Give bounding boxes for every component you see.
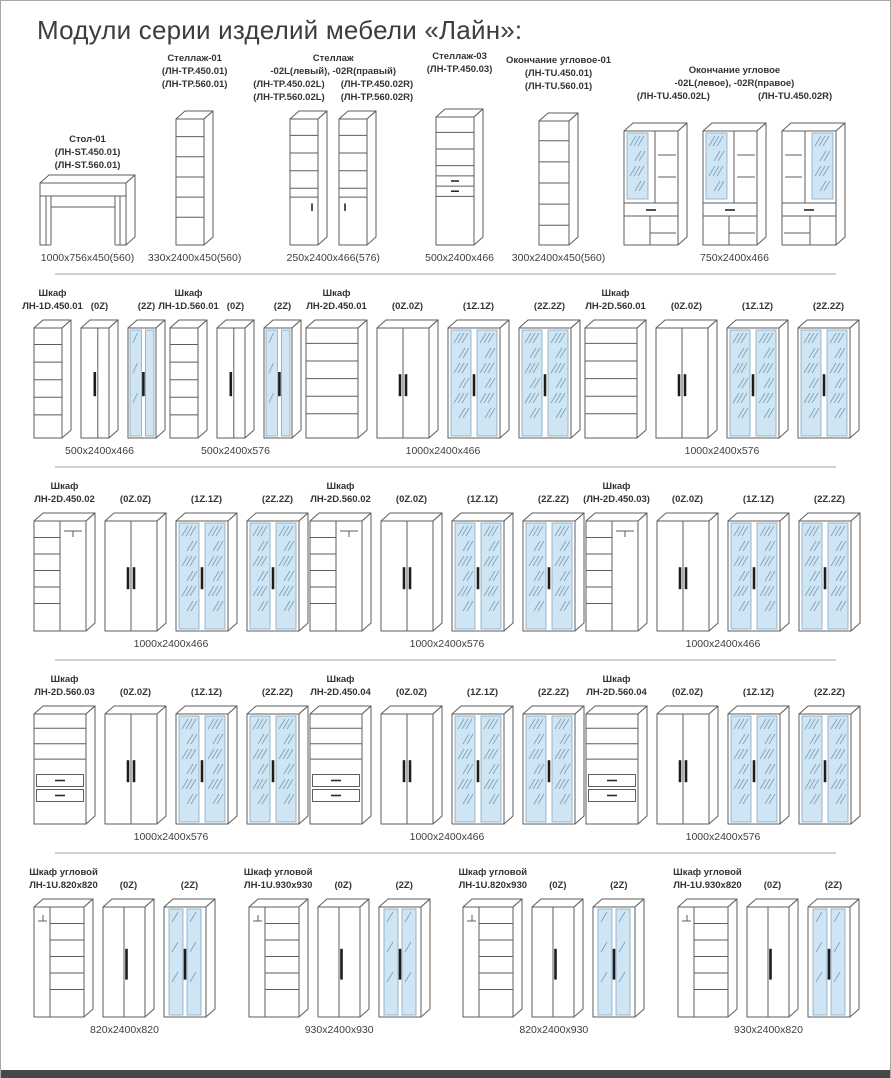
- furniture-drawing-cornOpen: [33, 898, 94, 1018]
- furniture-drawing-w2mirror: [726, 319, 789, 439]
- module-group: [309, 671, 585, 843]
- dimensions-label: 1000x2400x576: [685, 831, 761, 843]
- module-group: [585, 671, 861, 843]
- model-code: (ЛН-TP.450.02L): [253, 79, 325, 91]
- drawing-cell: [797, 285, 860, 439]
- drawing-cell: [378, 864, 431, 1018]
- variant-label: (2Z): [273, 300, 292, 312]
- group-title: Стеллаж-01: [167, 53, 222, 64]
- furniture-drawing-w1open: [169, 319, 208, 439]
- dimensions-label: 500x2400x576: [201, 445, 270, 457]
- furniture-drawing-w2mirror: [451, 512, 514, 632]
- module-group: [425, 50, 494, 264]
- furniture-drawing-shelf2L: [289, 110, 328, 246]
- model-code: (ЛН-TU.450.02R): [757, 91, 833, 103]
- furniture-drawing-w2door: [380, 512, 443, 632]
- drawings: [584, 285, 860, 439]
- drawings: [673, 864, 860, 1018]
- module-group: [29, 864, 216, 1036]
- dimensions-label: 930x2400x930: [304, 1024, 374, 1036]
- drawing-cell: [175, 671, 238, 825]
- group-title: Шкаф: [326, 674, 355, 686]
- row-corner-wardrobes: [1, 854, 890, 1045]
- variant-label: (1Z.1Z): [466, 493, 499, 505]
- drawing-cell: [163, 864, 216, 1018]
- furniture-drawing-cornOpen: [248, 898, 309, 1018]
- drawing-cell: [243, 864, 313, 1018]
- variant-label: (0Z.0Z): [671, 493, 704, 505]
- group-title: ЛН-1D.450.01: [22, 300, 83, 312]
- model-code: (ЛН-ST.560.01): [54, 159, 121, 171]
- furniture-drawing-cornDoor: [746, 898, 799, 1018]
- drawing-cell: [39, 174, 136, 246]
- furniture-drawing-w1mirror: [127, 319, 166, 439]
- module-group: [309, 478, 585, 650]
- drawing-cell: [380, 671, 443, 825]
- furniture-drawing-w1door: [216, 319, 255, 439]
- drawings: [175, 110, 214, 246]
- variant-label: (2Z.2Z): [537, 686, 570, 698]
- variant-label: (2Z): [610, 879, 628, 891]
- model-code: (ЛН-TP.450.02R): [340, 79, 414, 91]
- variant-label: (0Z.0Z): [119, 493, 152, 505]
- page-title: Модули серии изделий мебели «Лайн»:: [37, 15, 523, 45]
- variant-label: (2Z): [137, 300, 156, 312]
- drawings: [243, 864, 431, 1018]
- module-group: [585, 478, 861, 650]
- drawing-cell: [531, 864, 584, 1018]
- variant-label: (0Z): [90, 300, 109, 312]
- drawings: [585, 478, 861, 632]
- catalog-content: [1, 48, 890, 1045]
- furniture-drawing-shelf3: [435, 108, 484, 246]
- variant-label: (1Z.1Z): [190, 686, 223, 698]
- drawing-cell: [538, 112, 579, 246]
- group-title: Шкаф угловой: [673, 867, 742, 879]
- furniture-drawing-cornDoor: [531, 898, 584, 1018]
- drawing-cell: [309, 671, 372, 825]
- furniture-drawing-cornDoor: [102, 898, 155, 1018]
- row-wardrobes-3: [1, 661, 890, 852]
- module-group: [33, 478, 309, 650]
- group-title: Стеллаж: [312, 53, 354, 64]
- dimensions-label: 1000x2400x466: [685, 638, 761, 650]
- furniture-drawing-w2open: [305, 319, 368, 439]
- drawings: [158, 285, 302, 439]
- furniture-drawing-w2mirror: [451, 705, 514, 825]
- drawing-cell: [22, 285, 83, 439]
- furniture-drawing-vanityL: [702, 122, 767, 246]
- furniture-drawing-w2openC: [585, 705, 648, 825]
- group-header: [506, 54, 611, 112]
- drawing-cell: [33, 671, 96, 825]
- model-code: (ЛН-ST.450.01): [54, 146, 121, 158]
- furniture-drawing-w2mirror: [798, 512, 861, 632]
- group-title: Шкаф: [174, 288, 203, 300]
- model-codes-split: [253, 78, 413, 104]
- drawing-cell: [781, 122, 846, 246]
- group-title: Шкаф угловой: [243, 867, 313, 879]
- furniture-drawing-vanityR: [781, 122, 846, 246]
- drawing-cell: [746, 864, 799, 1018]
- drawing-cell: [246, 671, 309, 825]
- drawing-cell: [309, 478, 372, 632]
- drawings: [33, 671, 309, 825]
- dimensions-label: 1000x2400x576: [133, 831, 209, 843]
- group-title: ЛН-1U.820x930: [458, 879, 528, 891]
- module-group: [158, 285, 302, 457]
- furniture-drawing-w2door: [655, 319, 718, 439]
- drawing-cell: [656, 671, 719, 825]
- drawings: [289, 110, 377, 246]
- drawing-cell: [655, 285, 718, 439]
- furniture-drawing-cornerEnd: [538, 112, 579, 246]
- group-title: -02L(левый), -02R(правый): [270, 66, 397, 78]
- drawing-cell: [451, 478, 514, 632]
- drawing-cell: [807, 864, 860, 1018]
- furniture-drawing-w1mirror: [263, 319, 302, 439]
- drawing-cell: [263, 285, 302, 439]
- dimensions-label: 250x2400x466(576): [286, 252, 380, 264]
- variant-label: (2Z.2Z): [533, 300, 566, 312]
- variant-label: (2Z.2Z): [812, 300, 845, 312]
- variant-label: (1Z.1Z): [462, 300, 495, 312]
- row-wardrobes-2: [1, 468, 890, 659]
- group-title: Шкаф угловой: [29, 867, 98, 879]
- module-group: [623, 64, 846, 264]
- dimensions-label: 930x2400x820: [734, 1024, 803, 1036]
- furniture-drawing-w2openB: [309, 512, 372, 632]
- variant-label: (1Z.1Z): [741, 300, 774, 312]
- variant-label: (1Z.1Z): [190, 493, 223, 505]
- drawing-cell: [317, 864, 370, 1018]
- drawing-cell: [727, 478, 790, 632]
- drawing-cell: [592, 864, 645, 1018]
- drawing-cell: [522, 671, 585, 825]
- furniture-drawing-cornOpen: [462, 898, 523, 1018]
- drawing-cell: [380, 478, 443, 632]
- furniture-drawing-w2mirror: [246, 705, 309, 825]
- drawing-cell: [522, 478, 585, 632]
- drawing-cell: [798, 478, 861, 632]
- variant-label: (2Z): [180, 879, 199, 891]
- group-title: Шкаф: [601, 288, 630, 300]
- dimensions-label: 820x2400x820: [90, 1024, 159, 1036]
- dimensions-label: 500x2400x466: [65, 445, 134, 457]
- group-title: ЛН-2D.560.04: [586, 686, 647, 698]
- dimensions-label: 750x2400x466: [700, 252, 769, 264]
- group-title: Шкаф угловой: [458, 867, 528, 879]
- group-title: ЛН-2D.450.01: [306, 300, 367, 312]
- drawings: [33, 478, 309, 632]
- group-title: Шкаф: [602, 674, 631, 686]
- furniture-drawing-w2mirror: [797, 319, 860, 439]
- furniture-drawing-cornMirror: [807, 898, 860, 1018]
- variant-label: (2Z.2Z): [261, 493, 294, 505]
- model-code: (ЛН-TU.560.01): [524, 81, 593, 93]
- group-title: ЛН-2D.560.03: [34, 686, 95, 698]
- drawings: [305, 285, 581, 439]
- group-title: Шкаф: [50, 674, 79, 686]
- furniture-drawing-w2mirror: [727, 512, 790, 632]
- group-title: Стеллаж-03: [432, 51, 487, 62]
- drawings: [538, 112, 579, 246]
- dimensions-label: 1000x756x450(560): [40, 252, 135, 264]
- model-code: (ЛН-TP.450.03): [426, 64, 493, 76]
- dimensions-label: 1000x2400x466: [409, 831, 485, 843]
- group-title: ЛН-1U.930x930: [243, 879, 313, 891]
- module-group: [673, 864, 860, 1036]
- drawing-cell: [376, 285, 439, 439]
- group-header: [427, 50, 493, 108]
- drawing-cell: [447, 285, 510, 439]
- group-title: Стол-01: [69, 133, 106, 145]
- drawing-cell: [338, 110, 377, 246]
- furniture-drawing-vanityL: [623, 122, 688, 246]
- group-title: ЛН-1U.820x820: [29, 879, 98, 891]
- group-title: Шкаф: [50, 481, 79, 493]
- variant-label: (2Z.2Z): [261, 686, 294, 698]
- furniture-drawing-w2openC: [309, 705, 372, 825]
- group-title: Шкаф: [326, 481, 355, 493]
- furniture-drawing-w2door: [656, 705, 719, 825]
- group-title: ЛН-1U.930x820: [673, 879, 742, 891]
- drawings: [22, 285, 166, 439]
- drawing-cell: [623, 122, 688, 246]
- furniture-drawing-w2mirror: [447, 319, 510, 439]
- drawing-cell: [175, 110, 214, 246]
- variant-label: (2Z): [824, 879, 843, 891]
- module-group: [33, 671, 309, 843]
- module-group: [253, 52, 413, 264]
- group-title: ЛН-2D.450.04: [310, 686, 371, 698]
- group-header: [55, 133, 121, 172]
- dimensions-label: 1000x2400x466: [405, 445, 481, 457]
- drawings: [29, 864, 216, 1018]
- dimensions-label: 820x2400x930: [519, 1024, 589, 1036]
- drawing-cell: [435, 108, 484, 246]
- row-showcase: [1, 48, 890, 273]
- module-group: [506, 54, 611, 264]
- group-title: ЛН-2D.560.01: [585, 300, 646, 312]
- furniture-drawing-cornMirror: [163, 898, 216, 1018]
- variant-label: (0Z.0Z): [391, 300, 424, 312]
- dimensions-label: 1000x2400x466: [133, 638, 209, 650]
- model-code: (ЛН-TU.450.01): [524, 68, 593, 80]
- model-code: (ЛН-TU.450.02L): [636, 91, 710, 103]
- group-title: ЛН-2D.450.02: [34, 493, 95, 505]
- model-code: (ЛН-TP.560.02R): [340, 92, 414, 104]
- furniture-drawing-w2mirror: [175, 512, 238, 632]
- furniture-drawing-w2mirror: [727, 705, 790, 825]
- drawings: [39, 174, 136, 246]
- group-title: ЛН-2D.560.02: [310, 493, 371, 505]
- module-group: [22, 285, 166, 457]
- variant-label: (0Z): [334, 879, 352, 891]
- variant-label: (1Z.1Z): [742, 493, 775, 505]
- dimensions-label: 330x2400x450(560): [147, 252, 242, 264]
- variant-label: (0Z): [226, 300, 245, 312]
- variant-label: (1Z.1Z): [742, 686, 775, 698]
- variant-label: (1Z.1Z): [466, 686, 499, 698]
- drawings: [623, 122, 846, 246]
- drawing-cell: [798, 671, 861, 825]
- group-title: (ЛН-2D.450.03): [583, 493, 650, 505]
- furniture-drawing-w1open: [33, 319, 72, 439]
- group-title: ЛН-1D.560.01: [158, 300, 219, 312]
- variant-label: (0Z): [763, 879, 782, 891]
- drawings: [435, 108, 484, 246]
- module-group: [305, 285, 581, 457]
- drawing-cell: [656, 478, 719, 632]
- furniture-drawing-w2mirror: [175, 705, 238, 825]
- variant-label: (0Z.0Z): [670, 300, 703, 312]
- drawing-cell: [246, 478, 309, 632]
- furniture-drawing-cornDoor: [317, 898, 370, 1018]
- dimensions-label: 1000x2400x576: [409, 638, 485, 650]
- drawing-cell: [458, 864, 528, 1018]
- variant-label: (0Z): [119, 879, 138, 891]
- module-group: [584, 285, 860, 457]
- furniture-drawing-cornOpen: [677, 898, 738, 1018]
- furniture-drawing-w2door: [376, 319, 439, 439]
- drawing-cell: [29, 864, 98, 1018]
- furniture-drawing-w2door: [104, 512, 167, 632]
- drawing-cell: [585, 478, 648, 632]
- module-group: [458, 864, 645, 1036]
- model-code: (ЛН-TP.450.01): [161, 66, 228, 78]
- drawing-cell: [702, 122, 767, 246]
- furniture-drawing-shelf2R: [338, 110, 377, 246]
- dimensions-label: 500x2400x466: [425, 252, 495, 264]
- furniture-drawing-cornMirror: [378, 898, 431, 1018]
- variant-label: (2Z.2Z): [813, 686, 846, 698]
- furniture-drawing-w2door: [104, 705, 167, 825]
- furniture-drawing-w2open: [584, 319, 647, 439]
- furniture-drawing-desk: [39, 174, 136, 246]
- drawings: [585, 671, 861, 825]
- module-group: [243, 864, 431, 1036]
- dimensions-label: 300x2400x450(560): [511, 252, 606, 264]
- variant-label: (2Z): [395, 879, 413, 891]
- drawing-cell: [451, 671, 514, 825]
- furniture-drawing-w2openB: [585, 512, 648, 632]
- drawings: [309, 478, 585, 632]
- drawings: [309, 671, 585, 825]
- drawings: [458, 864, 645, 1018]
- model-codes-split: [637, 90, 832, 103]
- furniture-drawing-w2mirror: [522, 512, 585, 632]
- dimensions-label: 1000x2400x576: [684, 445, 760, 457]
- furniture-drawing-w2mirror: [798, 705, 861, 825]
- drawing-cell: [104, 478, 167, 632]
- row-wardrobes-1: [1, 275, 890, 466]
- drawing-cell: [518, 285, 581, 439]
- furniture-drawing-cornMirror: [592, 898, 645, 1018]
- drawing-cell: [727, 671, 790, 825]
- drawing-cell: [175, 478, 238, 632]
- drawing-cell: [584, 285, 647, 439]
- drawing-cell: [726, 285, 789, 439]
- bottom-bar: [1, 1070, 890, 1078]
- group-header: [637, 64, 832, 122]
- furniture-drawing-w2openB: [33, 512, 96, 632]
- variant-label: (2Z.2Z): [537, 493, 570, 505]
- model-code: (ЛН-TP.560.02L): [253, 92, 325, 104]
- drawing-cell: [216, 285, 255, 439]
- drawing-cell: [158, 285, 219, 439]
- variant-label: (0Z.0Z): [395, 686, 428, 698]
- variant-label: (0Z.0Z): [119, 686, 152, 698]
- drawing-cell: [80, 285, 119, 439]
- group-title: Шкаф: [322, 288, 351, 300]
- model-code: (ЛН-TP.560.01): [161, 79, 228, 91]
- furniture-drawing-w2mirror: [518, 319, 581, 439]
- drawing-cell: [33, 478, 96, 632]
- drawing-cell: [673, 864, 742, 1018]
- drawing-cell: [102, 864, 155, 1018]
- group-title: Окончание угловое-01: [505, 55, 612, 66]
- variant-label: (0Z.0Z): [395, 493, 428, 505]
- group-title: -02L(левое), -02R(правое): [674, 78, 795, 90]
- furniture-drawing-w2mirror: [522, 705, 585, 825]
- drawing-cell: [104, 671, 167, 825]
- module-group: [148, 52, 241, 264]
- drawing-cell: [305, 285, 368, 439]
- furniture-drawing-w2door: [380, 705, 443, 825]
- group-header: [253, 52, 413, 110]
- group-title: Шкаф: [602, 481, 631, 493]
- furniture-drawing-shelf1: [175, 110, 214, 246]
- group-title: Окончание угловое: [688, 65, 781, 76]
- variant-label: (0Z): [549, 879, 567, 891]
- group-header: [162, 52, 228, 110]
- furniture-drawing-w2door: [656, 512, 719, 632]
- group-title: Шкаф: [38, 288, 67, 300]
- drawing-cell: [585, 671, 648, 825]
- furniture-drawing-w2mirror: [246, 512, 309, 632]
- drawing-cell: [289, 110, 328, 246]
- furniture-drawing-w1door: [80, 319, 119, 439]
- variant-label: (0Z.0Z): [671, 686, 704, 698]
- furniture-drawing-w2openC: [33, 705, 96, 825]
- variant-label: (2Z.2Z): [813, 493, 846, 505]
- module-group: [39, 133, 136, 264]
